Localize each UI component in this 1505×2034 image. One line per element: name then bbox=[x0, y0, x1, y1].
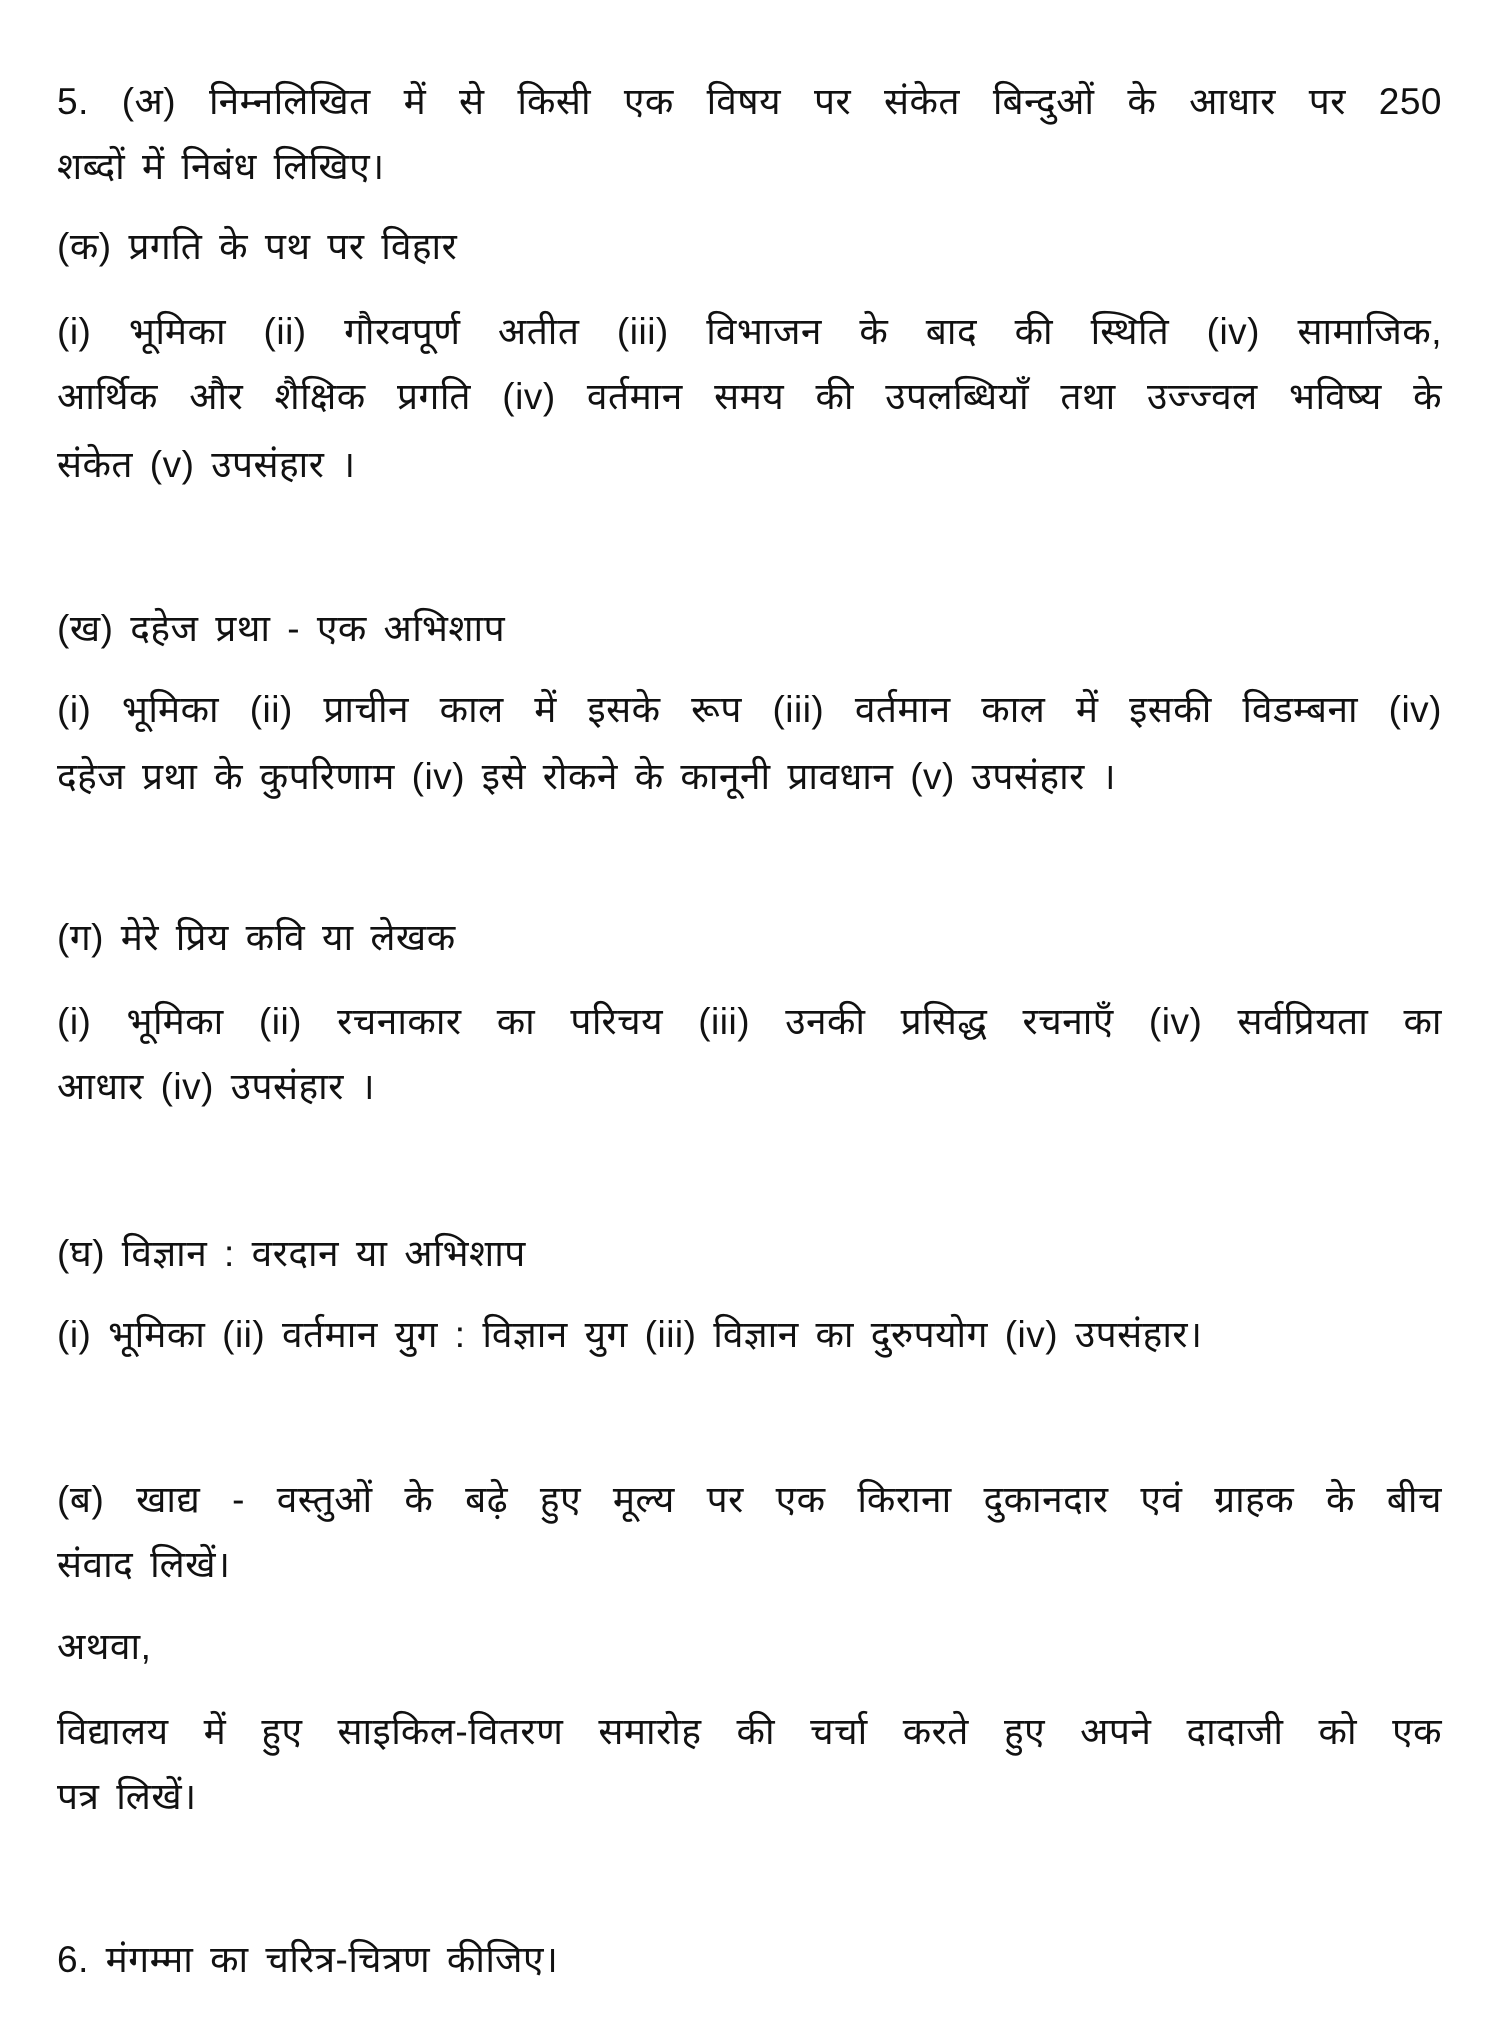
topic-ka-title: (क) प्रगति के पथ पर विहार bbox=[57, 226, 458, 267]
topic-ka-points-line1: (i) भूमिका (ii) गौरवपूर्ण अतीत (iii) विभाजन के बाद की स्थिति (iv) सामाजिक, bbox=[57, 311, 1442, 352]
question5-part-b-alt-line2: पत्र लिखें। bbox=[57, 1776, 197, 1817]
topic-ka-points-line2: आर्थिक और शैक्षिक प्रगति (iv) वर्तमान समय की उपलब्धियाँ तथा उज्ज्वल भविष्य के bbox=[57, 376, 1442, 417]
question5-part-b-alt-line1: विद्यालय में हुए साइकिल-वितरण समारोह की चर्चा करते हुए अपने दादाजी को एक bbox=[57, 1711, 1442, 1752]
question5-part-b-line1: (ब) खाद्य - वस्तुओं के बढ़े हुए मूल्य पर एक किराना दुकानदार एवं ग्राहक के बीच bbox=[57, 1479, 1442, 1520]
topic-gha-title: (घ) विज्ञान : वरदान या अभिशाप bbox=[57, 1233, 526, 1274]
topic-kha-title: (ख) दहेज प्रथा - एक अभिशाप bbox=[57, 608, 506, 649]
question6-text: 6. मंगम्मा का चरित्र-चित्रण कीजिए। bbox=[57, 1939, 559, 1980]
question5-prompt-line2: शब्दों में निबंध लिखिए। bbox=[57, 146, 385, 187]
or-label: अथवा, bbox=[57, 1626, 152, 1667]
topic-ga-points-line1: (i) भूमिका (ii) रचनाकार का परिचय (iii) उनकी प्रसिद्ध रचनाएँ (iv) सर्वप्रियता का bbox=[57, 1001, 1442, 1042]
topic-ga-points-line2: आधार (iv) उपसंहार । bbox=[57, 1066, 376, 1107]
question5-part-b-line2: संवाद लिखें। bbox=[57, 1544, 231, 1585]
question5-prompt-line1: 5. (अ) निम्नलिखित में से किसी एक विषय पर संकेत बिन्दुओं के आधार पर 250 bbox=[57, 81, 1442, 122]
topic-kha-points-line1: (i) भूमिका (ii) प्राचीन काल में इसके रूप (iii) वर्तमान काल में इसकी विडम्बना (iv) bbox=[57, 689, 1442, 730]
topic-ga-title: (ग) मेरे प्रिय कवि या लेखक bbox=[57, 917, 456, 958]
topic-ka-points-line3: संकेत (v) उपसंहार । bbox=[57, 444, 356, 485]
topic-gha-points-line1: (i) भूमिका (ii) वर्तमान युग : विज्ञान युग (iii) विज्ञान का दुरुपयोग (iv) उपसंहार। bbox=[57, 1314, 1203, 1355]
topic-kha-points-line2: दहेज प्रथा के कुपरिणाम (iv) इसे रोकने के कानूनी प्रावधान (v) उपसंहार । bbox=[57, 756, 1117, 797]
